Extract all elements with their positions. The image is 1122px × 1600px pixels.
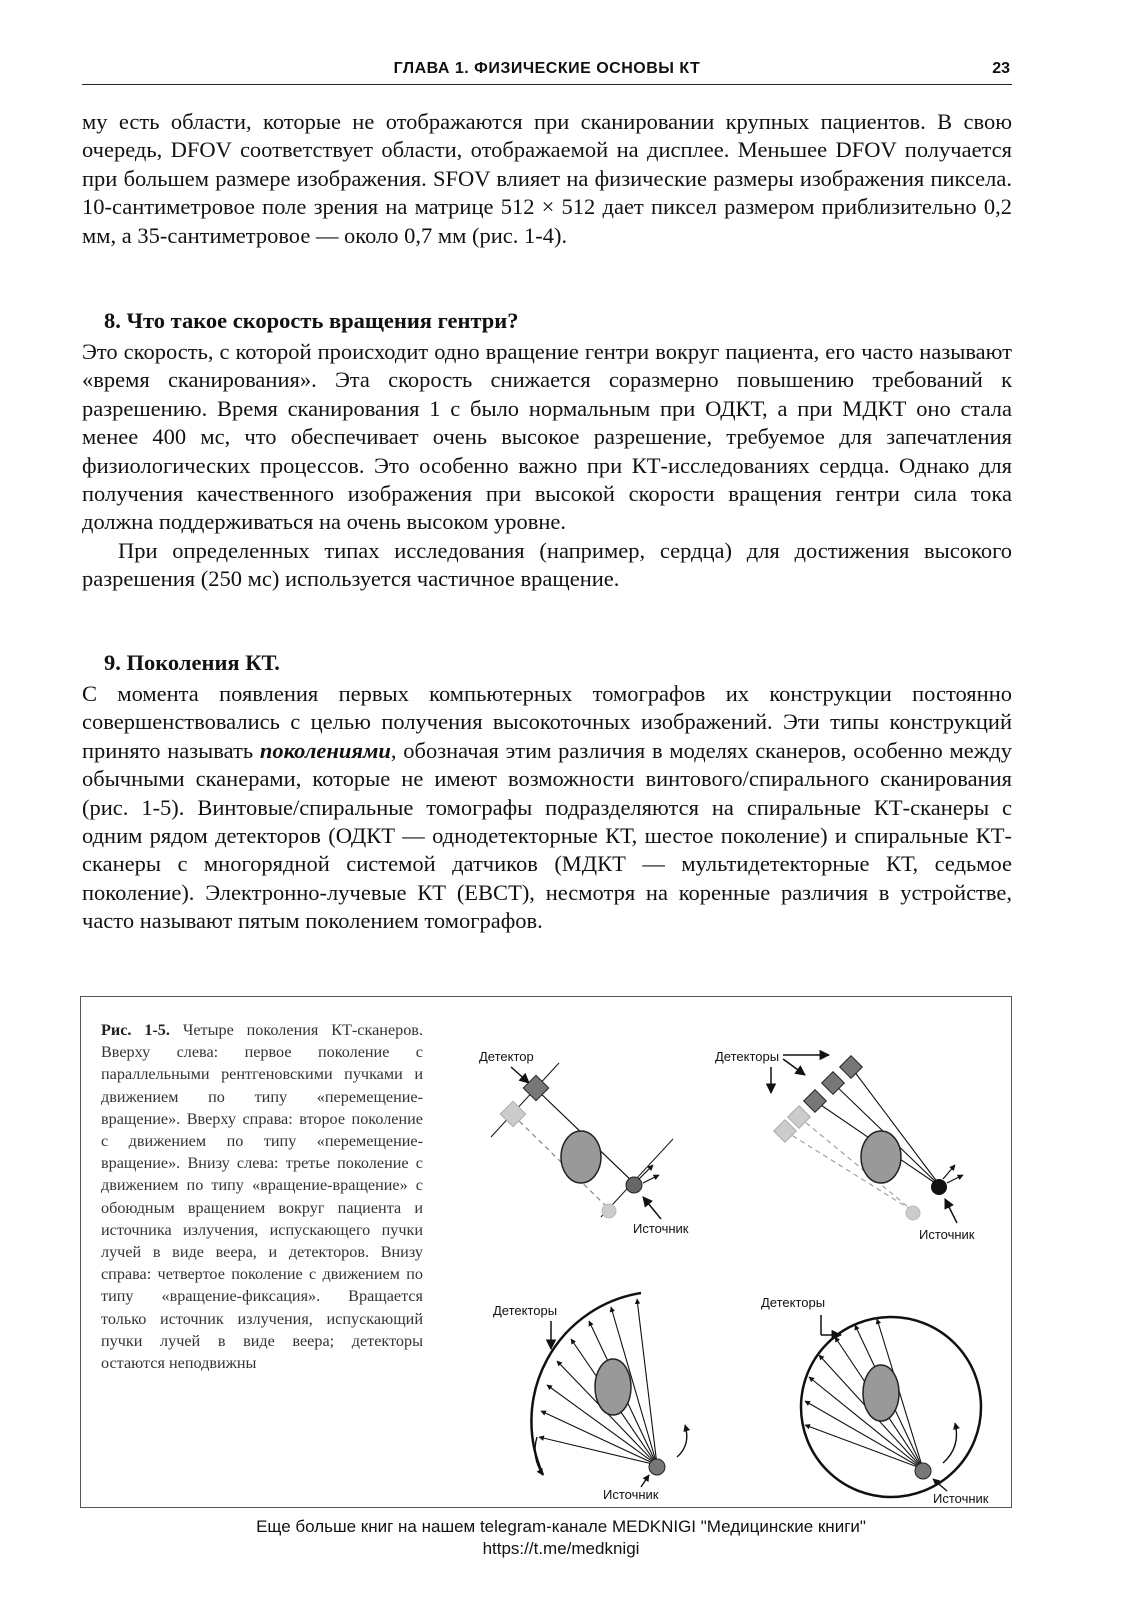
translate-arrow (639, 1165, 653, 1179)
footer (0, 1516, 1122, 1560)
source-label: Источник (603, 1487, 659, 1502)
source-dot-previous (906, 1206, 920, 1220)
panel-first-generation (479, 1049, 689, 1236)
pointer-arrow (641, 1475, 649, 1487)
detector-box (840, 1056, 863, 1079)
source-label: Источник (933, 1491, 989, 1506)
figure-1-5 (80, 996, 1012, 1508)
patient-ellipse (863, 1365, 899, 1421)
paragraph-4-part-2: , обозначая этим различия в моделях сканеров, особенно между обычными сканерами, которые не имеют возможности винтового/спирального сканирования (рис. 1-5). Винтовые/спиральные томографы подразделяются на спиральные КТ-сканеры с одним рядом детекторов (ОДКТ — однодетекторные КТ, шестое поколение) и спиральные КТ-сканеры с многорядной системой датчиков (МДКТ — мультидетекторные КТ, седьмое поколение). Электронно-лучевые КТ (EBCT), несмотря на коренные различия в устройстве, часто называют пятым поколением томографов. (82, 737, 1012, 934)
text-block-3 (82, 680, 1012, 936)
detectors-label: Детекторы (715, 1049, 780, 1064)
rotate-arrow (947, 1175, 963, 1183)
footer-line-1: Еще больше книг на нашем telegram-канале MEDKNIGI "Медицинские книги" (256, 1517, 866, 1536)
detector-box-previous (774, 1120, 797, 1143)
rotate-arrow (643, 1175, 659, 1183)
paragraph-3: При определенных типах исследования (например, сердца) для достижения высокого разрешения (250 мс) используется частичное вращение. (82, 537, 1012, 592)
emphasis-generations: поколениями (259, 737, 391, 763)
detector-box-previous (788, 1106, 811, 1129)
pointer-arrow (511, 1067, 529, 1083)
text-block-1 (82, 108, 1012, 250)
paragraph-4-part-1: С момента появления первых компьютерных томографов их конструкции постоянно совершенствовались с целью получения высокоточных изображений. Эти типы конструкций принято называть (82, 681, 1012, 763)
source-label: Источник (919, 1227, 975, 1242)
ct-generations-diagram (81, 997, 1011, 1507)
rotation-arrow (677, 1425, 687, 1457)
chapter-title: ГЛАВА 1. ФИЗИЧЕСКИЕ ОСНОВЫ КТ (393, 60, 701, 77)
running-header (82, 58, 1012, 85)
source-dot-previous (602, 1204, 616, 1218)
footer-link[interactable]: https://t.me/medknigi (482, 1539, 640, 1558)
source-dot (649, 1459, 665, 1475)
rotation-arrow (943, 1423, 957, 1463)
panel-third-generation (493, 1293, 687, 1502)
detector-label: Детектор (479, 1049, 534, 1064)
pointer-arrow (783, 1059, 805, 1075)
page-number: 23 (992, 60, 1010, 77)
detector-box (804, 1090, 827, 1113)
pointer-arrow (945, 1199, 957, 1223)
question-8-heading: 8. Что такое скорость вращения гентри? (104, 308, 519, 333)
text-block-2 (82, 338, 1012, 594)
translate-arrow (943, 1165, 955, 1179)
pointer-arrow (643, 1197, 661, 1219)
question-9-heading: 9. Поколения КТ. (104, 650, 280, 675)
patient-ellipse (595, 1359, 631, 1415)
patient-ellipse (561, 1131, 601, 1183)
source-dot (915, 1463, 931, 1479)
figure-caption-text: Четыре поколения КТ-сканеров. Вверху слева: первое поколение с параллельными рентгеновскими пучками и движением по типу «перемещение-вращение». Вверху справа: второе поколение с движением по типу «перемещение-вращение». Внизу слева: третье поколение с движением по типу «вращение-вращение» с обоюдным вращением вокруг пациента и источника излучения, испускающего пучки лучей в виде веера, и детекторов. Внизу справа: четвертое поколение с движением по типу «вращение-фиксация». Вращается только источник излучения, испускающий пучки лучей в виде веера; детекторы остаются неподвижны (101, 1021, 424, 1373)
source-label: Источник (633, 1221, 689, 1236)
source-dot (626, 1177, 642, 1193)
detectors-label: Детекторы (761, 1295, 826, 1310)
detectors-label: Детекторы (493, 1303, 558, 1318)
panel-fourth-generation (761, 1295, 989, 1506)
paragraph-4 (82, 680, 1012, 936)
panel-second-generation (715, 1049, 975, 1242)
paragraph-2: Это скорость, с которой происходит одно вращение гентри вокруг пациента, его часто называют «время сканирования». Эта скорость снижается соразмерно повышению требований к разрешению. Время сканирования 1 с было нормальным при ОДКТ, а при МДКТ оно стала менее 400 мс, что обеспечивает очень высокое разрешение, требуемое для запечатления физиологических процессов. Это особенно важно при КТ-исследованиях сердца. Однако для получения качественного изображения при высокой скорости вращения гентри сила тока должна поддерживаться на очень высоком уровне. (82, 339, 1012, 535)
detector-rail (491, 1063, 559, 1137)
figure-label: Рис. 1-5. (101, 1021, 170, 1039)
patient-ellipse (861, 1131, 901, 1183)
source-dot (931, 1179, 947, 1195)
paragraph-1: му есть области, которые не отображаются при сканировании крупных пациентов. В свою очередь, DFOV соответствует области, отображаемой на дисплее. Меньшее DFOV получается при большем размере изображения. SFOV влияет на физические размеры изображения пиксела. 10-сантиметровое поле зрения на матрице 512 × 512 дает пиксел размером приблизительно 0,2 мм, а 35-сантиметровое — около 0,7 мм (рис. 1-4). (82, 109, 1012, 248)
